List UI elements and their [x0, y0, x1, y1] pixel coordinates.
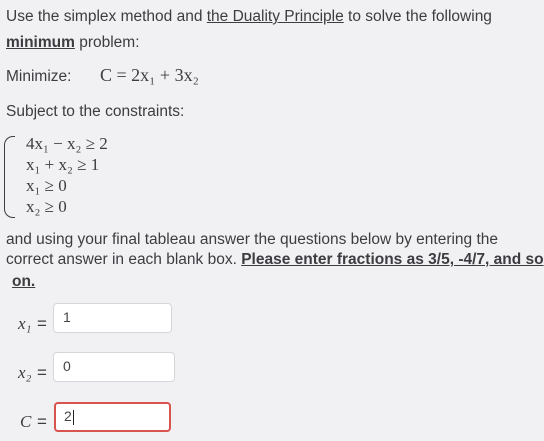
c-equals: =	[37, 412, 47, 431]
x2-answer-input[interactable]: 0	[53, 352, 175, 382]
x2-label: x₂	[18, 363, 32, 382]
minimize-label: Minimize:	[6, 68, 72, 85]
instructions-line-3: on.	[12, 273, 36, 290]
x1-answer-input[interactable]: 1	[53, 303, 172, 333]
question-line-1: Use the simplex method and the Duality Principle to solve the following	[6, 8, 492, 25]
constraint-2: x₁ + x₂ ≥ 1	[26, 155, 100, 174]
x2-equals: =	[37, 363, 47, 382]
x1-equals: =	[37, 314, 47, 333]
constraint-1: 4x₁ − x₂ ≥ 2	[26, 134, 108, 153]
c-label: C	[20, 412, 32, 431]
instructions-line-1: and using your final tableau answer the questions below by entering the	[6, 231, 499, 248]
c-answer-input[interactable]	[54, 402, 171, 432]
constraint-3: x₁ ≥ 0	[26, 176, 67, 195]
instructions-line-2: correct answer in each blank box. Please enter fractions as 3/5, -4/7, and so	[6, 251, 544, 268]
c-answer-value: 2	[64, 408, 72, 424]
constraints-brace	[4, 136, 15, 218]
constraint-4: x₂ ≥ 0	[26, 197, 67, 216]
constraints-heading: Subject to the constraints:	[6, 103, 185, 120]
question-line-2: minimum problem:	[6, 34, 140, 51]
x1-label: x₁	[18, 314, 32, 333]
text-caret	[73, 410, 74, 425]
duality-principle-link: the Duality Principle	[206, 8, 344, 25]
objective-expression: C = 2x₁ + 3x₂	[100, 65, 199, 85]
